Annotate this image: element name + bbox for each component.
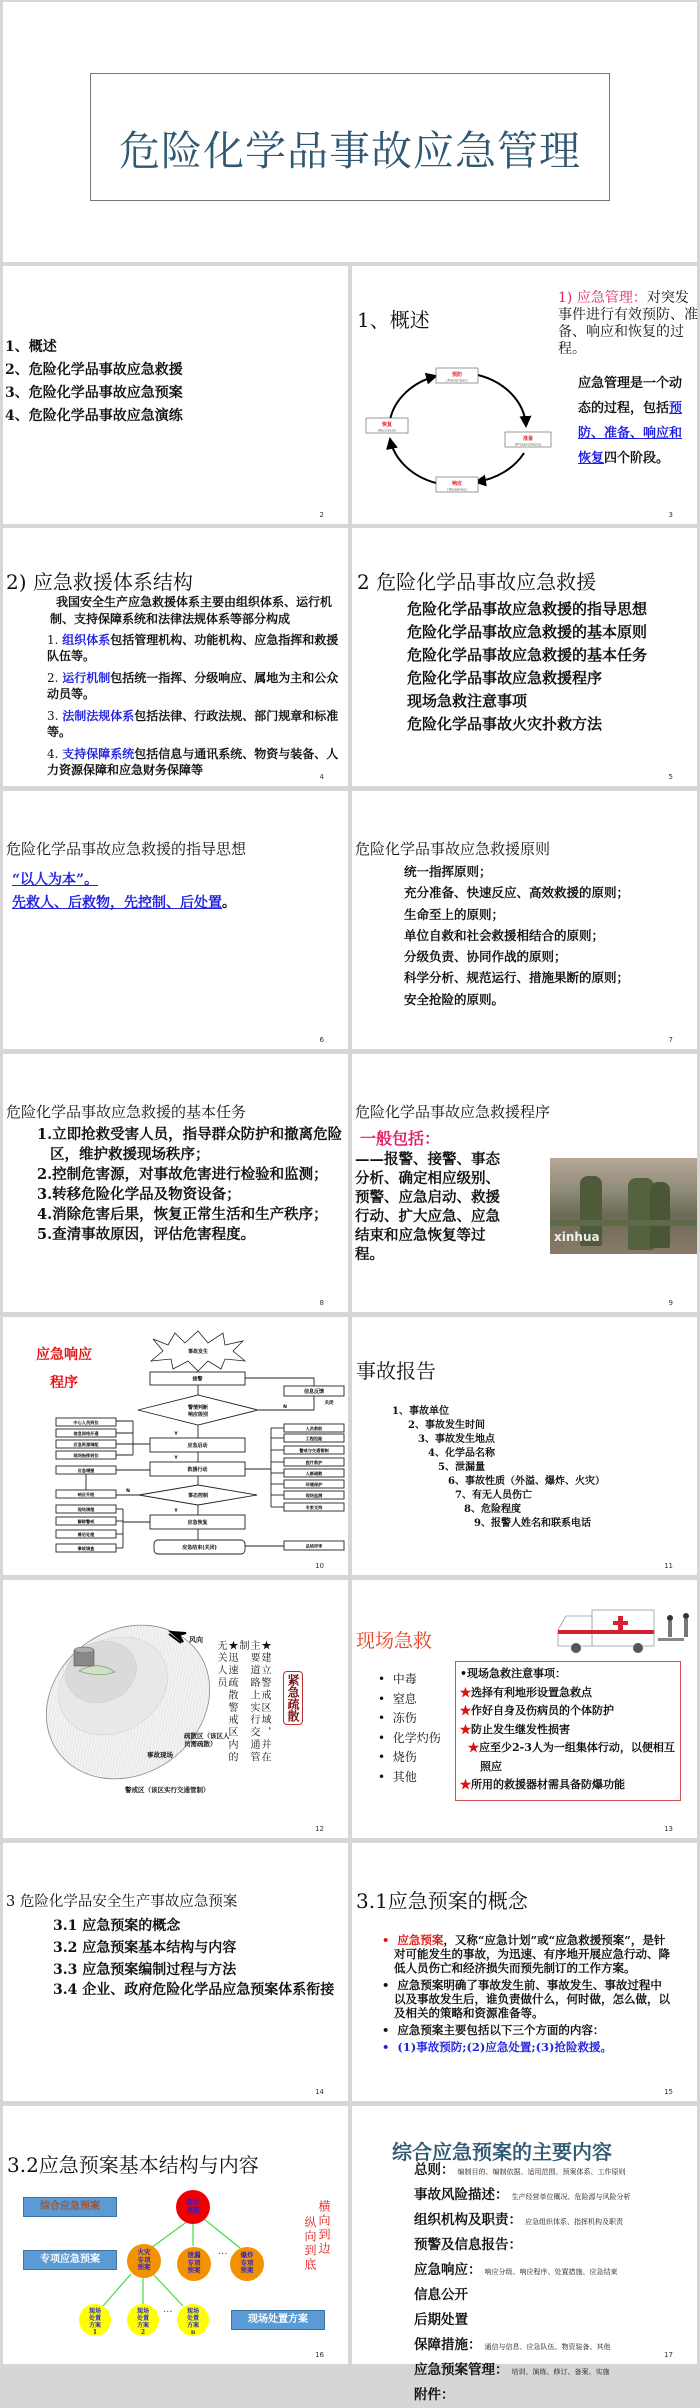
outline-list <box>5 336 183 428</box>
slide-7-principles <box>352 791 697 1049</box>
structure-item: 3. 法制法规体系包括法律、行政法规、部门规章和标准等。 <box>47 709 339 739</box>
svg-text:(Prevention): (Prevention) <box>446 378 468 383</box>
topic-item: 危险化学品事故应急救援的指导思想 <box>407 600 648 618</box>
slide-4-system-structure <box>3 528 348 786</box>
contents-label: 预警及信息报告： <box>414 2237 522 2253</box>
procedure-text: ——报警、接警、事态分析、确定相应级别、预警、应急启动、救援行动、扩大应急、应急结束和应急恢复等过程。 <box>355 1151 500 1263</box>
topic-list <box>407 598 647 736</box>
injury-item: • 化学灼伤 <box>378 1730 441 1745</box>
plan-outline-item: 3.4 企业、政府危险化学品应急预案体系衔接 <box>53 1982 335 1998</box>
contents-label: 组织机构及职责： <box>414 2212 522 2228</box>
flow-label: 工程抢险 <box>305 1435 323 1441</box>
slide-3-overview <box>352 266 697 524</box>
slide-10-response-flowchart <box>3 1317 348 1575</box>
flow-label: N <box>126 1489 130 1494</box>
slide-12-evacuation <box>3 1580 348 1838</box>
plan-hierarchy-tree <box>3 2106 348 2364</box>
flow-label: 人群疏散 <box>305 1470 323 1476</box>
evacuation-zone-label: 疏散区（该区人员需疏散） <box>184 1732 230 1748</box>
page-number: 9 <box>668 1299 673 1307</box>
flow-label: 信息反馈 <box>303 1388 325 1395</box>
slide-title: 事故报告 <box>356 1359 436 1383</box>
cycle-node-prevention <box>436 368 478 383</box>
svg-text:预防: 预防 <box>451 372 463 378</box>
contents-label: 信息公开 <box>414 2287 468 2303</box>
desc-stages-link[interactable]: 预防、准备、响应和恢复 <box>578 401 683 466</box>
slide-title: 综合应急预案的主要内容 <box>392 2140 612 2164</box>
flow-label: 应急资源调配 <box>73 1441 99 1447</box>
contents-item <box>414 2333 631 2358</box>
topic-item: 危险化学品事故应急救援程序 <box>407 669 603 687</box>
slide-title: 3.1应急预案的概念 <box>356 1889 528 1913</box>
flow-label: 事故发生 <box>187 1349 209 1355</box>
injury-item: • 窒息 <box>378 1691 417 1706</box>
contents-label: 附件： <box>414 2387 455 2403</box>
report-item: 3、事故发生地点 <box>418 1434 495 1445</box>
contents-item <box>414 2383 631 2408</box>
contents-desc: 编制目的、编制依据、适用范围、预案体系、工作原则 <box>457 2168 626 2176</box>
flow-label: 善后处理 <box>77 1531 95 1537</box>
tree-node-label: 火灾专项预案 <box>137 2248 151 2271</box>
page-number: 7 <box>668 1036 673 1044</box>
tree-node-label: 泄漏专项预案 <box>187 2251 201 2274</box>
injury-item: • 其他 <box>378 1769 417 1784</box>
topic-item: 危险化学品事故火灾扑救方法 <box>407 715 603 733</box>
soldier-figure <box>650 1182 670 1248</box>
slogan-vertical: 纵向到底 <box>303 2216 317 2272</box>
precaution-item: ★选择有利地形设置急救点 <box>460 1685 592 1699</box>
photo-watermark: xinhua <box>554 1230 600 1244</box>
slide-title: 2 危险化学品事故应急救援 <box>357 570 597 594</box>
report-item: 1、事故单位 <box>392 1406 449 1417</box>
flow-label: Y <box>174 1432 178 1437</box>
tree-node-label: 爆炸专项预案 <box>240 2251 254 2274</box>
cycle-arrow <box>390 376 436 420</box>
flow-label: 应急恢复 <box>187 1519 208 1526</box>
page-number: 4 <box>319 773 324 781</box>
star-icon: ★ <box>468 1741 479 1754</box>
report-item: 7、有无人员伤亡 <box>455 1490 532 1501</box>
flow-label: 现场指挥到位 <box>73 1452 99 1458</box>
response-flowchart <box>3 1317 348 1575</box>
contents-desc: 培训、演练、修订、备案、实施 <box>511 2368 610 2376</box>
contents-item <box>414 2283 631 2308</box>
flow-label: 事故调查 <box>77 1545 95 1551</box>
precautions-box <box>455 1661 681 1801</box>
flow-label: 解除警戒 <box>77 1518 95 1524</box>
precaution-item: ★防止发生继发性损害 <box>460 1722 570 1736</box>
contents-label: 应急预案管理： <box>414 2362 509 2378</box>
topic-item: 危险化学品事故应急救援的基本任务 <box>407 646 648 664</box>
flow-label: 救援行动 <box>187 1466 208 1473</box>
report-item: 9、报警人姓名和联系电话 <box>474 1518 591 1529</box>
flow-label: 响应级别 <box>187 1412 209 1418</box>
slide-11-accident-report <box>352 1317 697 1575</box>
tree-node-label: 现场处置方案n <box>186 2308 199 2336</box>
level-label-onsite: 现场处置方案 <box>231 2310 325 2330</box>
star-icon: ★ <box>460 1704 471 1717</box>
task-item: 4.消除危害后果，恢复正常生活和生产秩序； <box>37 1206 328 1223</box>
page-number: 2 <box>319 511 324 519</box>
soldiers-photo <box>550 1158 697 1254</box>
presentation-title: 危险化学品事故应急管理 <box>119 127 581 175</box>
cycle-node-response <box>436 477 478 492</box>
structure-list <box>47 632 347 778</box>
svg-text:(Recovery): (Recovery) <box>377 428 397 433</box>
ellipsis: ··· <box>218 2249 228 2260</box>
tree-connectors <box>103 2218 240 2306</box>
principle-item: 统一指挥原则； <box>404 864 492 879</box>
contents-desc: 响应分级、响应程序、处置措施、应急结束 <box>484 2268 618 2276</box>
injury-item: • 中毒 <box>378 1672 417 1686</box>
report-item: 8、危险程度 <box>464 1504 521 1515</box>
slide-16-plan-structure <box>3 2106 348 2364</box>
slide-1-title <box>3 2 697 262</box>
slide-17-plan-contents <box>352 2106 697 2403</box>
principle-item: 科学分析、规范运行、措施果断的原则； <box>404 970 630 986</box>
page-number: 8 <box>319 1299 324 1307</box>
principle-item: 充分准备、快速反应、高效救援的原则； <box>404 885 630 901</box>
injury-item: • 烧伤 <box>378 1750 417 1764</box>
page-number: 5 <box>668 773 673 781</box>
flow-label: 响应升级 <box>77 1491 95 1497</box>
desc-pre: 应急管理是一个动态的过程，包括 <box>578 376 683 416</box>
outline-item: 2、危险化学品事故应急救援 <box>5 362 183 378</box>
slide-14-plan-outline <box>3 1843 348 2101</box>
precaution-item: ★应至少2-3人为一组集体行动，以便相互照应 <box>468 1741 675 1773</box>
page-number: 15 <box>664 2088 673 2096</box>
svg-text:(Preparedness): (Preparedness) <box>514 442 542 447</box>
slide-15-plan-concept <box>352 1843 697 2101</box>
task-item: 3.转移危险化学品及物资设备； <box>37 1186 241 1203</box>
task-item: 5.查清事故原因，评估危害程度。 <box>37 1226 256 1243</box>
flow-label: 信息网络开通 <box>73 1430 99 1436</box>
intro-text: 我国安全生产应急救援体系主要由组织体系、运行机制、支持保障系统和法律法规体系等部分构成 <box>50 595 333 626</box>
outline-item: 4、危险化学品事故应急演练 <box>5 408 183 424</box>
principle-item: 单位自救和社会救援相结合的原则； <box>404 927 605 943</box>
cycle-diagram <box>352 266 697 524</box>
contents-label: 事故风险描述： <box>414 2187 509 2203</box>
priority-text: 先救人、后救物，先控制、后处置。 <box>12 895 236 911</box>
slide-5-rescue-topics <box>352 528 697 786</box>
contents-item <box>414 2208 631 2233</box>
slide-title: 危险化学品事故应急救援程序 <box>355 1103 551 1121</box>
cordon-instruction: ★建立警戒区域，并在主要道路上实行交通管制 <box>237 1640 270 1764</box>
plan-outline-list <box>53 1915 347 2000</box>
flow-label: 人员救助 <box>305 1425 323 1431</box>
contents-item <box>414 2258 631 2283</box>
slide-title: 危险化学品事故应急救援的指导思想 <box>6 840 247 858</box>
tree-node-label: 现场处置方案1 <box>88 2308 101 2336</box>
flow-label: 应急增援 <box>77 1467 95 1473</box>
slide-9-procedure <box>352 1054 697 1312</box>
slide-2-outline <box>3 266 348 524</box>
slide-title: 3 危险化学品安全生产事故应急预案 <box>6 1894 238 1910</box>
page-number: 10 <box>315 1562 324 1570</box>
tree-node-label: 现场处置方案2 <box>136 2308 149 2336</box>
ambulance-illustration <box>552 1606 700 1656</box>
concept-bullet: • 应急预案，又称“应急计划”或“应急救援预案”，是针对可能发生的事故，为迅速、有序地开展应急行动、降低人员伤亡和经济损失而预先制订的工作方案。 <box>382 1933 670 1975</box>
page-number: 12 <box>315 1825 324 1833</box>
page-number: 11 <box>664 1562 673 1570</box>
contents-item <box>414 2358 631 2383</box>
flow-label: 关闭 <box>324 1401 334 1406</box>
flow-label: N <box>283 1405 287 1410</box>
flowchart-title: 程序 <box>50 1375 78 1391</box>
contents-item <box>414 2233 631 2258</box>
precautions-title: •现场急救注意事项： <box>460 1667 567 1680</box>
svg-text:(Response): (Response) <box>447 487 467 492</box>
flow-label: 现场监测 <box>305 1492 323 1498</box>
accident-scene-label: 事故现场 <box>147 1751 173 1759</box>
structure-item: 4. 支持保障系统包括信息与通讯系统、物资与装备、人力资源保障和应急财务保障等 <box>47 747 339 777</box>
launcher-tube <box>550 1220 697 1226</box>
slide-title: 现场急救 <box>356 1630 433 1652</box>
structure-item: 1. 组织体系包括管理机构、功能机构、应急指挥和救援队伍等。 <box>47 633 339 663</box>
slogan-horizontal: 横向到边 <box>317 2200 331 2256</box>
contents-list <box>414 2158 631 2408</box>
concept-bullet: • 应急预案主要包括以下三个方面的内容： <box>382 2023 605 2037</box>
report-list <box>392 1405 605 1531</box>
report-item: 6、事故性质（外溢、爆炸、火灾） <box>448 1476 605 1487</box>
injury-list <box>378 1670 441 1787</box>
contents-item <box>414 2158 631 2183</box>
report-item: 2、事故发生时间 <box>408 1420 485 1431</box>
flow-label: 中心人员到位 <box>73 1419 99 1425</box>
cycle-arrow <box>478 375 526 426</box>
principle-item: 分级负责、协同作战的原则； <box>404 949 567 965</box>
structure-item: 2. 运行机制包括统一指挥、分级响应、属地为主和公众动员等。 <box>47 671 339 701</box>
page-number: 14 <box>315 2088 324 2096</box>
principle-item: 安全抢险的原则。 <box>404 991 505 1007</box>
contents-item <box>414 2308 631 2333</box>
cycle-arrow <box>476 453 524 482</box>
slide-6-guiding-idea <box>3 791 348 1049</box>
desc-post: 四个阶段。 <box>604 451 670 466</box>
level-label-special: 专项应急预案 <box>23 2250 117 2270</box>
report-item: 5、泄漏量 <box>438 1462 485 1473</box>
star-icon: ★ <box>460 1778 471 1791</box>
cycle-node-recovery <box>366 418 408 433</box>
page-number: 3 <box>668 511 673 519</box>
definition-body: 对突发事件进行有效预防、准备、响应和恢复的过程。 <box>558 290 698 357</box>
contents-desc: 应急组织体系、指挥机构及职责 <box>525 2218 623 2226</box>
precaution-item: ★作好自身及伤病员的个体防护 <box>460 1704 614 1717</box>
report-item: 4、化学品名称 <box>428 1448 495 1459</box>
svg-text:准备: 准备 <box>522 436 534 442</box>
contents-desc: 生产经营单位概况、危险源与风险分析 <box>511 2193 631 2201</box>
flow-label: 环境保护 <box>305 1481 323 1487</box>
principle-list <box>404 861 629 1010</box>
evacuate-instruction: ★迅速疏散警戒区内的无关人员 <box>215 1640 237 1764</box>
task-item: 2.控制危害源，对事故危害进行检验和监测； <box>37 1166 328 1183</box>
precaution-item: ★所用的救援器材需具备防爆功能 <box>460 1778 625 1791</box>
flowchart-title: 应急响应 <box>36 1347 92 1363</box>
injury-item: • 冻伤 <box>378 1711 417 1725</box>
flow-label: 现场清理 <box>77 1506 95 1512</box>
slide-title: 2) 应急救援体系结构 <box>6 570 193 594</box>
cycle-node-preparedness <box>505 432 551 447</box>
plan-outline-item: 3.2 应急预案基本结构与内容 <box>53 1940 237 1956</box>
concept-bullet: • 应急预案明确了事故发生前、事故发生、事故过程中以及事故发生后，谁负责做什么，何时做，怎么做，以及相关的策略和资源准备等。 <box>382 1978 670 2020</box>
contents-item <box>414 2183 631 2208</box>
tree-node-label: 综合预案 <box>186 2198 200 2214</box>
contents-label: 应急响应： <box>414 2262 482 2278</box>
concept-bullet: • (1)事故预防;(2)应急处置;(3)抢险救援。 <box>382 2040 613 2054</box>
task-list <box>37 1125 347 1245</box>
slide-title: 危险化学品事故应急救援原则 <box>355 840 551 858</box>
plan-outline-item: 3.3 应急预案编制过程与方法 <box>53 1962 237 1978</box>
cordon-zone-label: 警戒区（该区实行交通管制） <box>125 1786 210 1794</box>
plan-outline-item: 3.1 应急预案的概念 <box>53 1918 181 1934</box>
page-number: 16 <box>315 2351 324 2359</box>
page-number: 6 <box>319 1036 324 1044</box>
topic-item: 危险化学品事故应急救援的基本原则 <box>407 623 648 641</box>
outline-item: 3、危险化学品事故应急预案 <box>5 385 183 401</box>
level-label-comprehensive: 综合应急预案 <box>23 2197 117 2217</box>
contents-desc: 通信与信息、应急队伍、物资装备、其他 <box>484 2343 611 2351</box>
slide-title: 3.2应急预案基本结构与内容 <box>7 2153 259 2177</box>
slide-title: 危险化学品事故应急救援的基本任务 <box>6 1103 247 1121</box>
star-icon: ★ <box>460 1685 471 1699</box>
people-first-text: “以人为本”。 <box>12 872 99 888</box>
definition-label: 1) 应急管理： <box>558 290 647 306</box>
subtitle: 一般包括： <box>360 1129 441 1148</box>
flow-label: 医疗救护 <box>305 1459 323 1465</box>
concept-bullets <box>382 1933 670 2054</box>
slide-13-onsite-first-aid <box>352 1580 697 1838</box>
task-item: 1.立即抢救受害人员，指导群众防护和撤离危险区，维护救援现场秩序； <box>37 1126 343 1163</box>
contents-label: 总则： <box>414 2162 455 2178</box>
slide-title: 1、概述 <box>357 308 430 332</box>
cycle-arrow <box>390 439 436 483</box>
flow-label: 应急结束(关闭) <box>182 1544 217 1551</box>
principle-item: 生命至上的原则； <box>404 906 505 922</box>
svg-text:恢复: 恢复 <box>381 422 393 428</box>
contents-label: 后期处置 <box>414 2312 468 2328</box>
page-number: 13 <box>664 1825 673 1833</box>
flow-label: Y <box>174 1456 178 1461</box>
contents-label: 保障措施： <box>414 2337 482 2353</box>
star-icon: ★ <box>460 1722 471 1736</box>
outline-item: 1、概述 <box>5 339 57 355</box>
flow-label: 专家支持 <box>305 1504 323 1510</box>
wind-label: 风向 <box>189 1635 203 1644</box>
flow-label: 警戒与交通管制 <box>299 1447 329 1453</box>
flow-label: 总结评审 <box>305 1543 323 1549</box>
flow-label: 事态控制 <box>187 1493 209 1499</box>
slide-8-basic-tasks <box>3 1054 348 1312</box>
flow-label: 应急启动 <box>187 1442 208 1449</box>
svg-text:响应: 响应 <box>451 481 463 487</box>
urgent-evacuation-badge: 紧急疏散 <box>283 1671 303 1725</box>
page-number: 17 <box>664 2351 673 2359</box>
flow-label: 接警 <box>192 1376 203 1383</box>
flow-label: Y <box>174 1509 178 1514</box>
topic-item: 现场急救注意事项 <box>407 692 528 710</box>
flow-label: 警情判断 <box>187 1405 209 1411</box>
ellipsis: ··· <box>163 2307 173 2318</box>
